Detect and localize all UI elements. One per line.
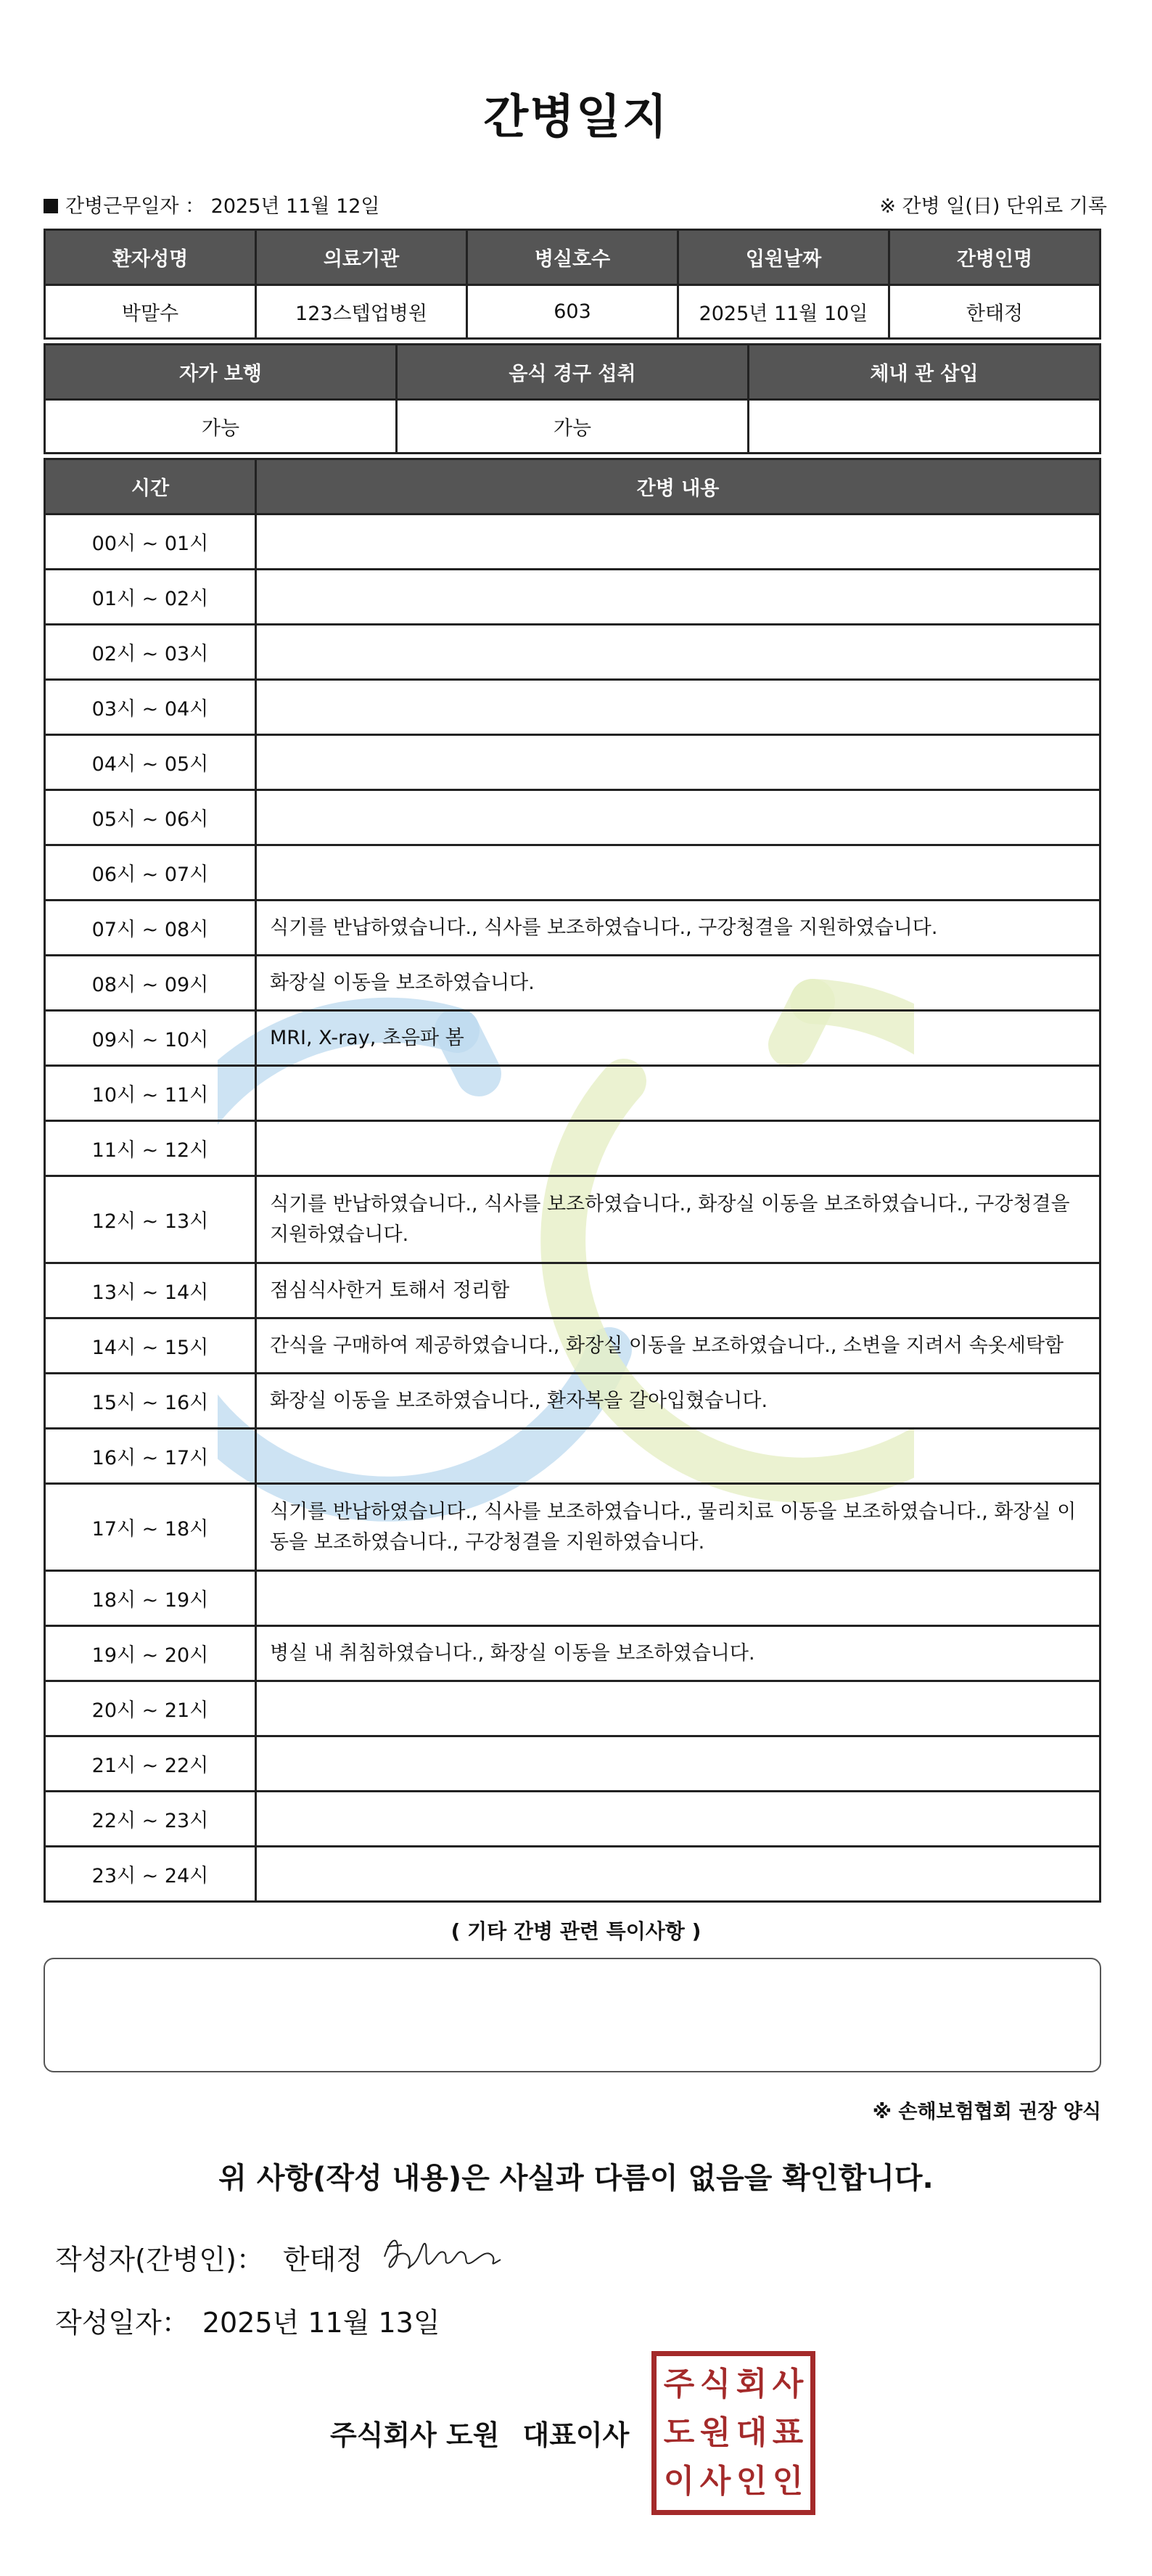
care-time-cell: 04시 ~ 05시 — [45, 735, 256, 790]
care-content-cell: 식기를 반납하였습니다., 식사를 보조하였습니다., 물리치료 이동을 보조하였습니다., 화장실 이동을 보조하였습니다., 구강청결을 지원하였습니다. — [256, 1484, 1100, 1571]
care-content-cell: 화장실 이동을 보조하였습니다. — [256, 956, 1100, 1011]
care-content-cell — [256, 625, 1100, 680]
care-time-cell: 13시 ~ 14시 — [45, 1263, 256, 1318]
care-log-row — [45, 570, 1100, 625]
header-time: 시간 — [45, 459, 256, 514]
care-log-row — [45, 845, 1100, 901]
care-log-row — [45, 1847, 1100, 1902]
header-care-content: 간병 내용 — [256, 459, 1100, 514]
care-log-row — [45, 1681, 1100, 1736]
care-log-row — [45, 1571, 1100, 1626]
care-log-row — [45, 790, 1100, 845]
care-log-row — [45, 1263, 1100, 1318]
care-content-cell — [256, 1121, 1100, 1176]
care-log-row — [45, 1318, 1100, 1374]
header-room: 병실호수 — [467, 230, 678, 285]
written-date-value: 2025년 11월 13일 — [202, 2307, 440, 2339]
patient-status-header-row — [45, 345, 1100, 400]
care-log-row — [45, 1066, 1100, 1121]
care-content-cell — [256, 514, 1100, 570]
written-date-label: 작성일자： — [55, 2307, 189, 2339]
square-bullet-icon — [44, 199, 58, 213]
care-time-cell: 05시 ~ 06시 — [45, 790, 256, 845]
patient-status-value-row — [45, 400, 1100, 454]
care-log-row — [45, 1484, 1100, 1571]
header-patient-name: 환자성명 — [45, 230, 256, 285]
care-log-row — [45, 735, 1100, 790]
care-log-row — [45, 1429, 1100, 1484]
caregiver-name: 한태정 — [889, 285, 1100, 339]
care-log-row — [45, 1374, 1100, 1429]
hospital-name: 123스텝업병원 — [256, 285, 467, 339]
care-log-table — [44, 458, 1101, 1903]
writer-label: 작성자(간병인)： — [55, 2244, 264, 2276]
care-content-cell — [256, 680, 1100, 735]
care-log-row — [45, 901, 1100, 956]
room-number: 603 — [467, 285, 678, 339]
care-time-cell: 06시 ~ 07시 — [45, 845, 256, 901]
care-content-cell — [256, 845, 1100, 901]
header-admission-date: 입원날짜 — [678, 230, 889, 285]
care-time-cell: 18시 ~ 19시 — [45, 1571, 256, 1626]
care-content-cell — [256, 1571, 1100, 1626]
care-content-cell: 간식을 구매하여 제공하였습니다., 화장실 이동을 보조하였습니다., 소변을 지려서 속옷세탁함 — [256, 1318, 1100, 1374]
patient-status-table — [44, 343, 1101, 454]
care-content-cell — [256, 1429, 1100, 1484]
company-name: 주식회사 도원 — [330, 2419, 500, 2451]
care-content-cell: 식기를 반납하였습니다., 식사를 보조하였습니다., 구강청결을 지원하였습니다. — [256, 901, 1100, 956]
header-walking: 자가 보행 — [45, 345, 397, 400]
recommendation-note: ※ 손해보험협회 권장 양식 — [872, 2101, 1101, 2123]
care-time-cell: 12시 ~ 13시 — [45, 1176, 256, 1263]
care-time-cell: 02시 ~ 03시 — [45, 625, 256, 680]
care-time-cell: 00시 ~ 01시 — [45, 514, 256, 570]
care-log-row — [45, 1176, 1100, 1263]
confirmation-statement: 위 사항(작성 내용)은 사실과 다름이 없음을 확인합니다. — [218, 2162, 934, 2195]
care-log-row — [45, 514, 1100, 570]
care-time-cell: 08시 ~ 09시 — [45, 956, 256, 1011]
care-content-cell: 화장실 이동을 보조하였습니다., 환자복을 갈아입혔습니다. — [256, 1374, 1100, 1429]
care-log-header-row — [45, 459, 1100, 514]
admission-date: 2025년 11월 10일 — [678, 285, 889, 339]
care-log-body — [45, 514, 1100, 1902]
care-content-cell: 병실 내 취침하였습니다., 화장실 이동을 보조하였습니다. — [256, 1626, 1100, 1681]
patient-info-table — [44, 229, 1101, 340]
care-time-cell: 11시 ~ 12시 — [45, 1121, 256, 1176]
walking-status: 가능 — [45, 400, 397, 454]
care-time-cell: 22시 ~ 23시 — [45, 1792, 256, 1847]
care-time-cell: 21시 ~ 22시 — [45, 1736, 256, 1792]
care-content-cell — [256, 1681, 1100, 1736]
care-log-row — [45, 680, 1100, 735]
care-log-row — [45, 1626, 1100, 1681]
notes-label: ( 기타 간병 관련 특이사항 ) — [450, 1919, 702, 1943]
care-time-cell: 19시 ~ 20시 — [45, 1626, 256, 1681]
writer-line — [55, 2237, 363, 2277]
work-date-value: 2025년 11월 12일 — [210, 195, 380, 218]
care-time-cell: 03시 ~ 04시 — [45, 680, 256, 735]
header-tube-insertion: 체내 관 삽입 — [749, 345, 1100, 400]
care-time-cell: 23시 ~ 24시 — [45, 1847, 256, 1902]
work-date-label: 간병근무일자 ： — [65, 195, 205, 218]
care-time-cell: 01시 ~ 02시 — [45, 570, 256, 625]
oral-intake-status: 가능 — [397, 400, 749, 454]
care-time-cell: 16시 ~ 17시 — [45, 1429, 256, 1484]
care-time-cell: 14시 ~ 15시 — [45, 1318, 256, 1374]
handwritten-signature — [377, 2228, 508, 2286]
care-content-cell — [256, 790, 1100, 845]
tube-insertion-status — [749, 400, 1100, 454]
record-note: ※ 간병 일(日) 단위로 기록 — [879, 195, 1107, 218]
header-caregiver-name: 간병인명 — [889, 230, 1100, 285]
care-content-cell: MRI, X-ray, 초음파 봄 — [256, 1011, 1100, 1066]
page-title: 간병일지 — [483, 91, 669, 144]
header-oral-intake: 음식 경구 섭취 — [397, 345, 749, 400]
patient-info-header-row — [45, 230, 1100, 285]
care-content-cell: 식기를 반납하였습니다., 식사를 보조하였습니다., 화장실 이동을 보조하였습니다., 구강청결을 지원하였습니다. — [256, 1176, 1100, 1263]
care-time-cell: 07시 ~ 08시 — [45, 901, 256, 956]
care-time-cell: 15시 ~ 16시 — [45, 1374, 256, 1429]
written-date-line — [55, 2300, 440, 2340]
care-time-cell: 09시 ~ 10시 — [45, 1011, 256, 1066]
care-content-cell — [256, 1736, 1100, 1792]
care-content-cell — [256, 1066, 1100, 1121]
notes-box — [44, 1958, 1101, 2072]
care-log-row — [45, 1121, 1100, 1176]
care-log-row — [45, 956, 1100, 1011]
care-content-cell — [256, 1847, 1100, 1902]
care-content-cell — [256, 735, 1100, 790]
care-content-cell: 점심식사한거 토해서 정리함 — [256, 1263, 1100, 1318]
care-log-row — [45, 1736, 1100, 1792]
care-log-row — [45, 625, 1100, 680]
company-seal-stamp: 주 식 회 사 도 원 대 표 이 사 인 인 — [651, 2351, 815, 2515]
writer-name: 한태정 — [282, 2244, 363, 2276]
care-log-row — [45, 1792, 1100, 1847]
patient-info-value-row — [45, 285, 1100, 339]
company-line — [330, 2413, 629, 2453]
patient-name: 박말수 — [45, 285, 256, 339]
care-time-cell: 17시 ~ 18시 — [45, 1484, 256, 1571]
care-content-cell — [256, 1792, 1100, 1847]
care-time-cell: 10시 ~ 11시 — [45, 1066, 256, 1121]
work-date-line — [44, 190, 380, 218]
care-time-cell: 20시 ~ 21시 — [45, 1681, 256, 1736]
company-title: 대표이사 — [522, 2419, 630, 2451]
header-hospital: 의료기관 — [256, 230, 467, 285]
care-log-row — [45, 1011, 1100, 1066]
care-content-cell — [256, 570, 1100, 625]
